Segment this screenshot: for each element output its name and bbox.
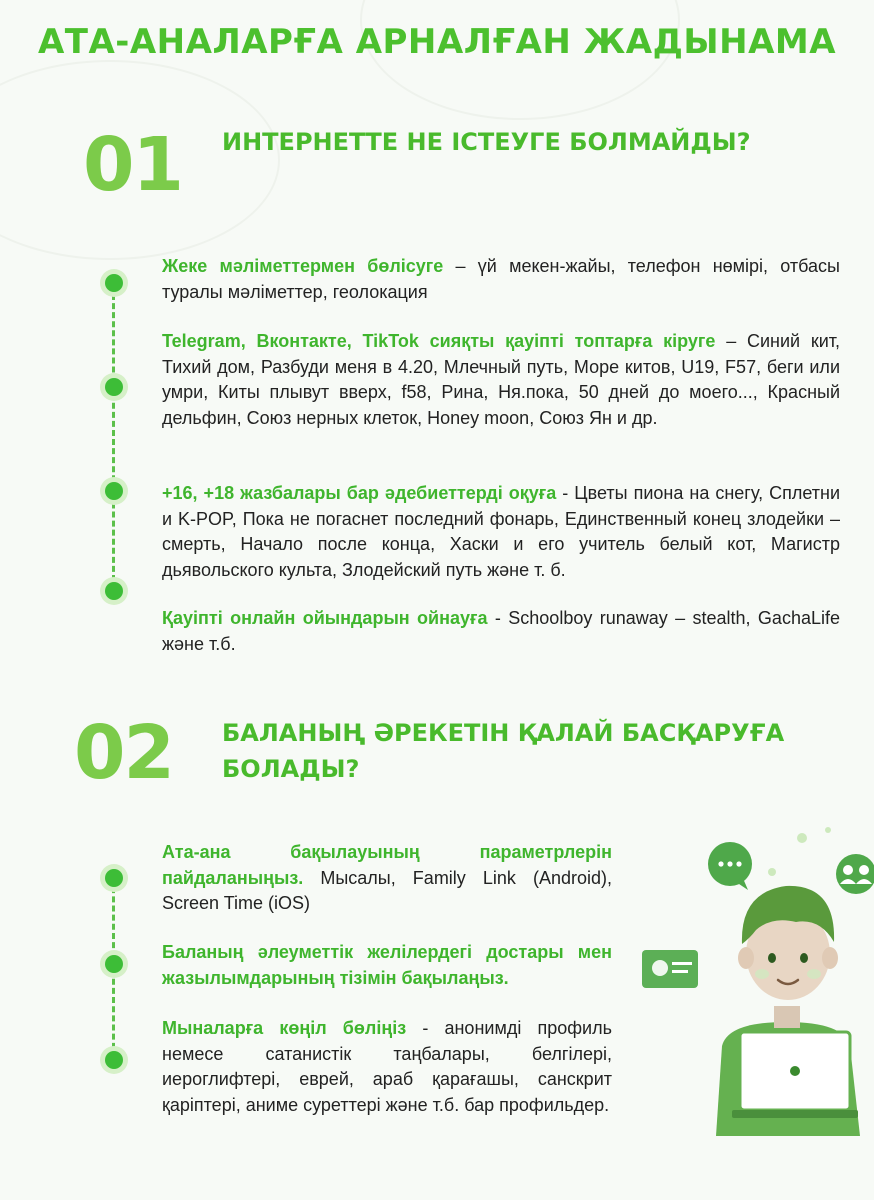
boy-with-laptop-illustration — [636, 826, 874, 1136]
timeline-dot — [100, 477, 128, 505]
section-number: 02 — [74, 710, 173, 796]
timeline-dot — [100, 269, 128, 297]
timeline-line — [112, 285, 115, 590]
list-item — [162, 1016, 612, 1118]
section-number: 01 — [83, 122, 182, 208]
list-item — [162, 481, 840, 583]
list-item — [162, 606, 840, 657]
item-text: - анонимді профиль немесе сатанистік таңбалары, белгілері, иероглифтері, еврей, араб қарағашы, санскрит қаріптері, аниме суреттері және т.б. бар профильдер. — [162, 1018, 612, 1115]
item-highlight: Қауіпті онлайн ойындарын ойнауға — [162, 608, 488, 628]
item-highlight: Telegram, Вконтакте, TikTok сияқты қауіпті топтарға кіруге — [162, 331, 716, 351]
section-title: ИНТЕРНЕТТЕ НЕ ІСТЕУГЕ БОЛМАЙДЫ? — [222, 128, 751, 156]
section-title-line: БОЛАДЫ? — [222, 755, 360, 783]
section-title-line: БАЛАНЫҢ ӘРЕКЕТІН ҚАЛАЙ БАСҚАРУҒА — [222, 719, 785, 747]
item-highlight: +16, +18 жазбалары бар әдебиеттерді оқуға — [162, 483, 557, 503]
item-text: – үй мекен-жайы, телефон нөмірі, отбасы туралы мәліметтер, геолокация — [162, 256, 840, 302]
item-text: - Schoolboy runaway – stealth, GachaLife және т.б. — [162, 608, 840, 654]
item-highlight: Ата-ана бақылауының параметрлерін пайдаланыңыз. — [162, 842, 612, 888]
chat-bubble-icon — [708, 842, 752, 890]
item-highlight: Мыналарға көңіл бөліңіз — [162, 1018, 407, 1038]
section-title — [222, 715, 784, 787]
decor-dot — [768, 868, 776, 876]
laptop-icon — [732, 1032, 858, 1118]
item-text: Мысалы, Family Link (Android), Screen Time (iOS) — [162, 867, 612, 913]
timeline-dot — [100, 950, 128, 978]
list-item — [162, 329, 840, 431]
decor-dot — [797, 833, 807, 843]
list-item — [162, 840, 612, 917]
card-icon — [642, 950, 698, 988]
timeline-dot — [100, 373, 128, 401]
list-item — [162, 940, 612, 991]
item-text: - Цветы пиона на снегу, Сплетни и K-POP, Пока не погаснет последний фонарь, Единственный конец злодейки – смерть, Начало после конца, Хаски и его учитель белый кот, Магистр дьявольского культа, Злодейский путь және т. б. — [162, 483, 840, 580]
timeline-dot — [100, 577, 128, 605]
list-item — [162, 254, 840, 305]
timeline-dot — [100, 1046, 128, 1074]
decor-dot — [825, 827, 831, 833]
item-highlight: Жеке мәліметтермен бөлісуге — [162, 256, 444, 276]
item-highlight: Баланың әлеуметтік желілердегі достары мен жазылымдарының тізімін бақылаңыз. — [162, 942, 612, 988]
timeline-dot — [100, 864, 128, 892]
item-text: – Синий кит, Тихий дом, Разбуди меня в 4.20, Млечный путь, Море китов, U19, F57, беги или умри, Киты плывут вверх, f58, Рина, Ня.пока, 50 дней до моего..., Красный дельфин, Союз нерных клеток, Honey moon, Союз Ян и др. — [162, 331, 841, 428]
page-title: АТА-АНАЛАРҒА АРНАЛҒАН ЖАДЫНАМА — [37, 22, 837, 62]
users-icon — [836, 854, 874, 894]
